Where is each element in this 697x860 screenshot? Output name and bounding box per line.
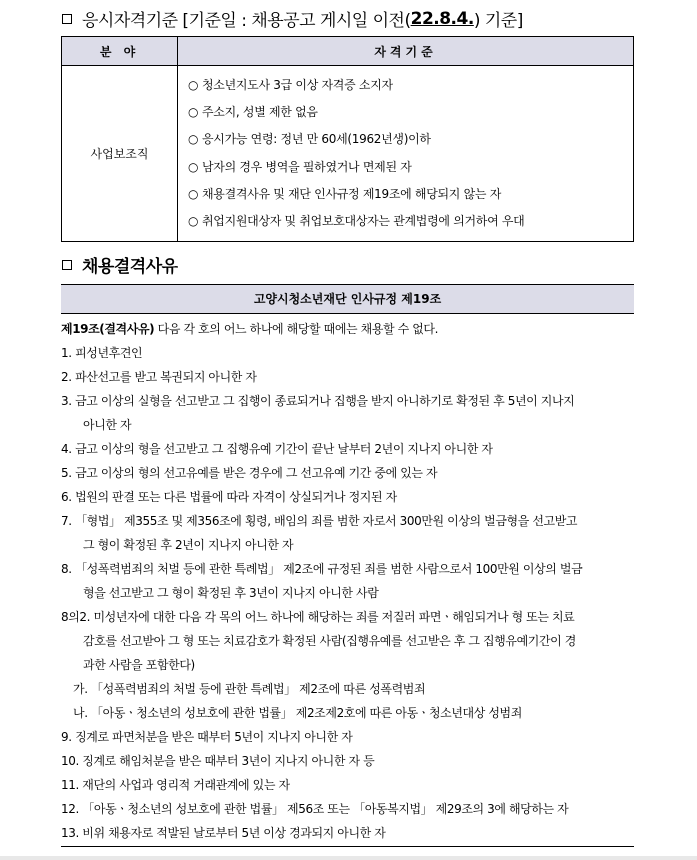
rule-item-continuation: 감호를 선고받아 그 형 또는 치료감호가 확정된 사람(집행유예를 선고받은 후 그 집행유예기간이 경 xyxy=(83,634,576,648)
circle-bullet-icon: ○ xyxy=(188,105,199,120)
bottom-divider xyxy=(61,846,634,847)
rule-item: 6. 법원의 판결 또는 다른 법률에 따라 자격이 상실되거나 정지된 자 xyxy=(61,490,397,504)
section-title-disqualification xyxy=(62,252,178,277)
circle-bullet-icon: ○ xyxy=(188,186,199,201)
header-requirements: 자격기준 xyxy=(178,37,634,66)
qualification-title-suffix: ) 기준] xyxy=(473,11,523,31)
rules-intro xyxy=(61,317,636,341)
requirements-cell xyxy=(178,66,634,242)
rule-item: 12. 「아동ㆍ청소년의 성보호에 관한 법률」 제56조 또는 「아동복지법」 제29조의 3에 해당하는 자 xyxy=(61,802,569,816)
rules-header: 고양시청소년재단 인사규정 제19조 xyxy=(61,284,634,314)
requirement-item: ○ 청소년지도사 3급 이상 자격증 소지자 xyxy=(188,72,633,99)
section-title-qualification xyxy=(62,6,523,31)
requirement-item: ○ 취업지원대상자 및 취업보호대상자는 관계법령에 의거하여 우대 xyxy=(188,208,633,235)
intro-text: 다음 각 호의 어느 하나에 해당할 때에는 채용할 수 없다. xyxy=(154,322,439,336)
field-name: 사업보조직 xyxy=(62,66,178,242)
qualification-table xyxy=(61,36,634,242)
rule-item: 2. 파산선고를 받고 복권되지 아니한 자 xyxy=(61,370,257,384)
requirement-item: ○ 주소지, 성별 제한 없음 xyxy=(188,99,633,126)
rule-item: 3. 금고 이상의 실형을 선고받고 그 집행이 종료되거나 집행을 받지 아니하기로 확정된 후 5년이 지나지 xyxy=(61,394,575,408)
qualification-title-prefix: 응시자격기준 [기준일 : 채용공고 게시일 이전( xyxy=(82,11,411,31)
checkbox-bullet-icon xyxy=(62,260,72,270)
requirement-item: ○ 채용결격사유 및 재단 인사규정 제19조에 해당되지 않는 자 xyxy=(188,181,633,208)
rule-item: 13. 비위 채용자로 적발된 날로부터 5년 이상 경과되지 아니한 자 xyxy=(61,826,386,840)
rule-item-continuation: 형을 선고받고 그 형이 확정된 후 3년이 지나지 아니한 사람 xyxy=(83,586,379,600)
rule-subitem: 가. 「성폭력범죄의 처벌 등에 관한 특례법」 제2조에 따른 성폭력범죄 xyxy=(73,682,426,696)
disqualification-title: 채용결격사유 xyxy=(82,257,178,277)
rule-item: 4. 금고 이상의 형을 선고받고 그 집행유예 기간이 끝난 날부터 2년이 지나지 아니한 자 xyxy=(61,442,493,456)
rules-body xyxy=(61,317,636,845)
circle-bullet-icon: ○ xyxy=(188,78,199,92)
rule-item: 5. 금고 이상의 형의 선고유예를 받은 경우에 그 선고유예 기간 중에 있는 자 xyxy=(61,466,438,480)
page-footer-bar xyxy=(0,856,697,860)
circle-bullet-icon: ○ xyxy=(188,213,199,228)
rule-item: 1. 피성년후견인 xyxy=(61,346,143,360)
rule-item: 7. 「형법」 제355조 및 제356조에 횡령, 배임의 죄를 범한 자로서 300만원 이상의 벌금형을 선고받고 xyxy=(61,514,578,528)
circle-bullet-icon: ○ xyxy=(188,132,199,147)
rule-item: 11. 재단의 사업과 영리적 거래관계에 있는 자 xyxy=(61,778,290,792)
requirement-item: ○ 남자의 경우 병역을 필하였거나 면제된 자 xyxy=(188,154,633,181)
rule-item: 10. 징계로 해임처분을 받은 때부터 3년이 지나지 아니한 자 등 xyxy=(61,754,375,768)
circle-bullet-icon: ○ xyxy=(188,159,199,174)
header-field: 분 야 xyxy=(62,37,178,66)
qualification-title-date: 22.8.4. xyxy=(410,8,474,29)
rule-item: 8. 「성폭력범죄의 처벌 등에 관한 특례법」 제2조에 규정된 죄를 범한 사람으로서 100만원 이상의 벌금 xyxy=(61,562,583,576)
rule-item-continuation: 과한 사람을 포함한다) xyxy=(83,658,195,672)
requirement-item: ○ 응시가능 연령: 정년 만 60세(1962년생)이하 xyxy=(188,126,633,153)
rule-item-continuation: 아니한 자 xyxy=(83,418,132,432)
rule-item-continuation: 그 형이 확정된 후 2년이 지나지 아니한 자 xyxy=(83,538,294,552)
rule-item: 8의2. 미성년자에 대한 다음 각 목의 어느 하나에 해당하는 죄를 저질러 파면ㆍ해임되거나 형 또는 치료 xyxy=(61,610,575,624)
rule-item: 9. 징계로 파면처분을 받은 때부터 5년이 지나지 아니한 자 xyxy=(61,730,353,744)
rule-subitem: 나. 「아동ㆍ청소년의 성보호에 관한 법률」 제2조제2호에 따른 아동ㆍ청소년대상 성범죄 xyxy=(73,706,522,720)
intro-article: 제19조(결격사유) xyxy=(61,322,155,336)
checkbox-bullet-icon xyxy=(62,14,72,24)
